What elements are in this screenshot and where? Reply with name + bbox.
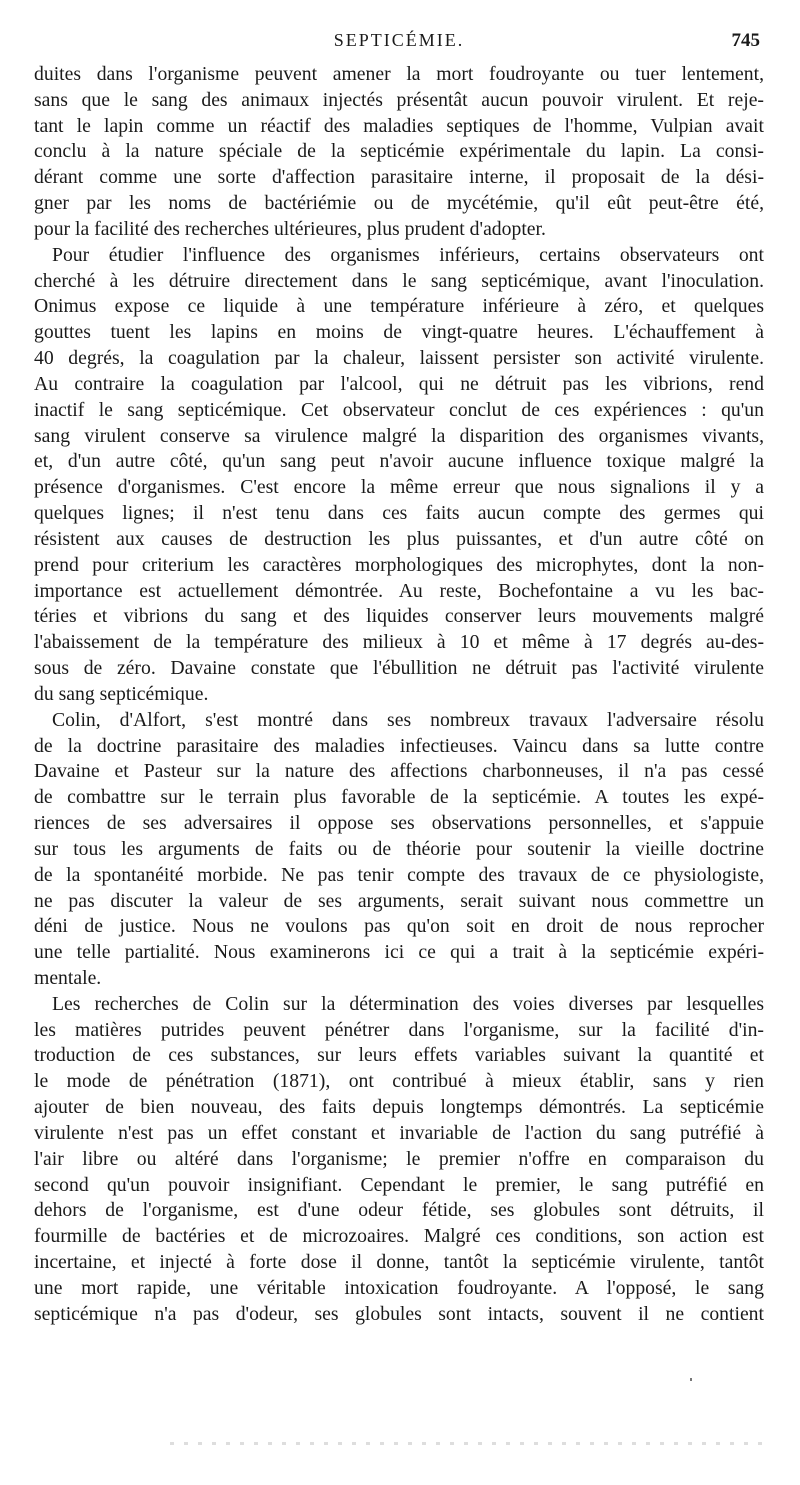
text-line: une mort rapide, une véritable intoxication foudroyante. A l'opposé, le sang xyxy=(34,1276,764,1299)
text-line: téries et vibrions du sang et des liquides conserver leurs mouvements malgré xyxy=(34,605,764,628)
text-line: dérant comme une sorte d'affection parasitaire interne, il proposait de la dési- xyxy=(34,166,764,189)
paragraph-1 xyxy=(34,62,764,243)
text-line: sang virulent conserve sa virulence malgré la disparition des organismes vivants, xyxy=(34,424,764,447)
text-line: Au contraire la coagulation par l'alcool, qui ne détruit pas les vibrions, rend xyxy=(34,372,764,395)
text-line: tant le lapin comme un réactif des maladies septiques de l'homme, Vulpian avait xyxy=(34,114,764,137)
text-line: mentale. xyxy=(34,966,102,989)
text-line: quelques lignes; il n'est tenu dans ces faits aucun compte des germes qui xyxy=(34,502,764,525)
text-line: fourmille de bactéries et de microzoaires. Malgré ces conditions, son action est xyxy=(34,1225,764,1248)
body-text xyxy=(34,62,764,1328)
page-number: 745 xyxy=(731,30,760,51)
text-line: second qu'un pouvoir insignifiant. Cependant le premier, le sang putréfié en xyxy=(34,1173,764,1196)
text-line: de la doctrine parasitaire des maladies infectieuses. Vaincu dans sa lutte contre xyxy=(34,734,764,757)
scan-speck xyxy=(690,1378,692,1381)
running-title: SEPTICÉMIE. xyxy=(333,30,465,50)
text-line: et, d'un autre côté, qu'un sang peut n'avoir aucune influence toxique malgré la xyxy=(34,450,764,473)
text-line: déni de justice. Nous ne voulons pas qu'on soit en droit de nous reprocher xyxy=(34,915,764,938)
paragraph-3 xyxy=(34,708,764,992)
text-line: gouttes tuent les lapins en moins de vingt-quatre heures. L'échauffement à xyxy=(34,321,764,344)
text-line: troduction de ces substances, sur leurs effets variables suivant la quantité et xyxy=(34,1044,764,1067)
text-line: riences de ses adversaires il oppose ses observations personnelles, et s'appuie xyxy=(34,812,764,835)
text-line: Colin, d'Alfort, s'est montré dans ses nombreux travaux l'adversaire résolu xyxy=(52,708,764,731)
text-line: importance est actuellement démontrée. Au reste, Bochefontaine a vu les bac- xyxy=(34,579,764,602)
text-line: du sang septicémique. xyxy=(34,682,209,705)
text-line: inactif le sang septicémique. Cet observateur conclut de ces expériences : qu'un xyxy=(34,398,764,421)
text-line: cherché à les détruire directement dans le sang septicémique, avant l'inoculation. xyxy=(34,269,764,292)
text-line: de la spontanéité morbide. Ne pas tenir compte des travaux de ce physiologiste, xyxy=(34,863,764,886)
text-line: gner par les noms de bactériémie ou de mycétémie, qu'il eût peut-être été, xyxy=(34,192,764,215)
text-line: l'air libre ou altéré dans l'organisme; le premier n'offre en comparaison du xyxy=(34,1147,764,1170)
text-line: le mode de pénétration (1871), ont contribué à mieux établir, sans y rien xyxy=(34,1070,764,1093)
text-line: dehors de l'organisme, est d'une odeur fétide, ses globules sont détruits, il xyxy=(34,1199,764,1222)
text-line: virulente n'est pas un effet constant et invariable de l'action du sang putréfié à xyxy=(34,1121,764,1144)
text-line: sur tous les arguments de faits ou de théorie pour soutenir la vieille doctrine xyxy=(34,837,764,860)
text-line: Pour étudier l'influence des organismes inférieurs, certains observateurs ont xyxy=(52,243,764,266)
running-head xyxy=(34,30,764,58)
text-line: les matières putrides peuvent pénétrer dans l'organisme, sur la facilité d'in- xyxy=(34,1018,764,1041)
text-line: septicémique n'a pas d'odeur, ses globules sont intacts, souvent il ne contient xyxy=(34,1302,764,1325)
text-line: sans que le sang des animaux injectés présentât aucun pouvoir virulent. Et reje- xyxy=(34,88,764,111)
text-line: Onimus expose ce liquide à une température inférieure à zéro, et quelques xyxy=(34,295,764,318)
text-line: pour la facilité des recherches ultérieures, plus prudent d'adopter. xyxy=(34,217,546,240)
text-line: duites dans l'organisme peuvent amener la mort foudroyante ou tuer lentement, xyxy=(34,63,764,85)
text-line: Davaine et Pasteur sur la nature des affections charbonneuses, il n'a pas cessé xyxy=(34,760,764,783)
text-line: conclu à la nature spéciale de la septicémie expérimentale du lapin. La consi- xyxy=(34,140,764,163)
text-line: l'abaissement de la température des milieux à 10 et même à 17 degrés au-des- xyxy=(34,631,764,654)
text-line: sous de zéro. Davaine constate que l'ébullition ne détruit pas l'activité virulente xyxy=(34,657,764,680)
text-line: une telle partialité. Nous examinerons ici ce qui a trait à la septicémie expéri- xyxy=(34,941,764,964)
text-line: de combattre sur le terrain plus favorable de la septicémie. A toutes les expé- xyxy=(34,786,764,809)
text-line: résistent aux causes de destruction les plus puissantes, et d'un autre côté on xyxy=(34,527,764,550)
text-line: prend pour criterium les caractères morphologiques des microphytes, dont la non- xyxy=(34,553,764,576)
text-line: Les recherches de Colin sur la détermination des voies diverses par lesquelles xyxy=(52,992,764,1015)
paragraph-4 xyxy=(34,992,764,1328)
scan-bleed-through xyxy=(170,1442,770,1445)
text-line: ne pas discuter la valeur de ses arguments, serait suivant nous commettre un xyxy=(34,889,764,912)
text-line: ajouter de bien nouveau, des faits depuis longtemps démontrés. La septicémie xyxy=(34,1096,764,1119)
text-line: présence d'organismes. C'est encore la même erreur que nous signalions il y a xyxy=(34,476,764,499)
paragraph-2 xyxy=(34,243,764,708)
text-line: incertaine, et injecté à forte dose il donne, tantôt la septicémie virulente, tantôt xyxy=(34,1251,764,1274)
text-line: 40 degrés, la coagulation par la chaleur, laissent persister son activité virulente. xyxy=(34,347,764,370)
